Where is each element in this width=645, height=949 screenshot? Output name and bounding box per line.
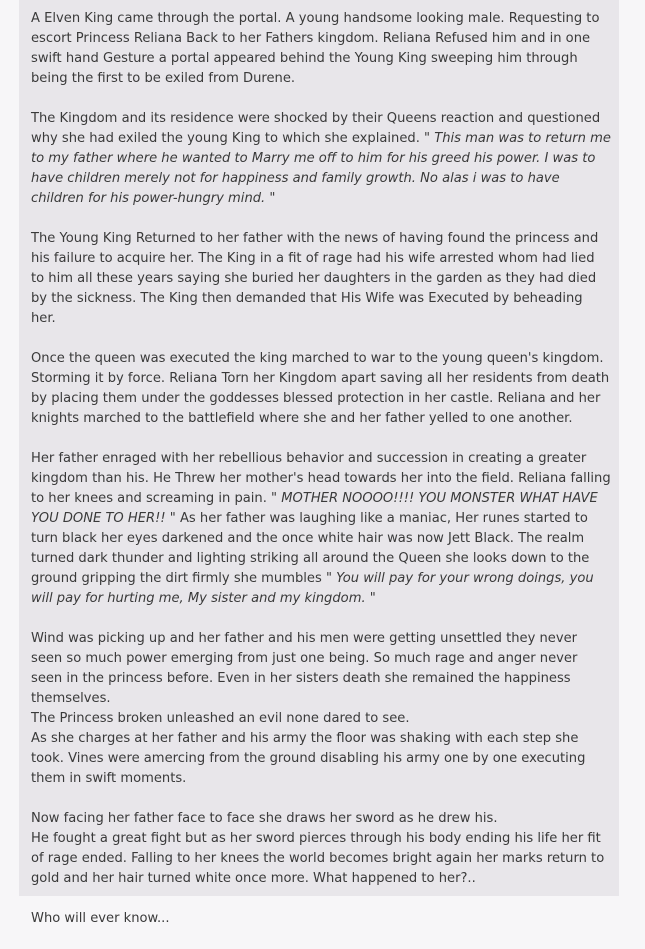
paragraph-6 [31,629,611,789]
paragraph-7-line-1: Now facing her father face to face she draws her sword as he drew his. [31,811,498,826]
paragraph-2 [31,109,611,209]
paragraph-5-quote-2: " You will pay for your wrong doings, you will pay for hurting me, My sister and my kingdom. " [31,571,594,606]
paragraph-7-line-2: He fought a great fight but as her sword pierces through his body ending his life her fit of rage ended. Falling to her knees the world becomes bright again her marks return to gold and her hair turned white once more. What happened to her?.. [31,831,605,886]
paragraph-5 [31,449,611,609]
paragraph-3-text: The Young King Returned to her father with the news of having found the princess and his failure to acquire her. The King in a fit of rage had his wife arrested whom had lied to him all these years saying she buried her daughters in the garden as they had died by the sickness. The King then demanded that His Wife was Executed by beheading her. [31,231,599,326]
paragraph-5-text-b: As her father was laughing like a maniac, Her runes started to turn black her eyes darkened and the once white hair was now Jett Black. The realm turned dark thunder and lighting striking all around the Queen she looks down to the ground gripping the dirt firmly she mumbles [31,511,590,586]
paragraph-4-text: Once the queen was executed the king marched to war to the young queen's kingdom. Storming it by force. Reliana Torn her Kingdom apart saving all her residents from death by placing them under the goddesses blessed protection in her castle. Reliana and her knights marched to the battlefield where she and her father yelled to one another. [31,351,610,426]
paragraph-2-text: The Kingdom and its residence were shocked by their Queens reaction and questioned why she had exiled the young King to which she explained. [31,111,601,146]
paragraph-4 [31,349,611,429]
story-text [31,9,611,949]
paragraph-6-line-1: Wind was picking up and her father and his men were getting unsettled they never seen so much power emerging from just one being. So much rage and anger never seen in the princess before. Even in her sisters death she remained the happiness themselves. [31,631,578,706]
paragraph-8-text: Who will ever know... [31,911,170,926]
paragraph-1-text: A Elven King came through the portal. A young handsome looking male. Requesting to escort Princess Reliana Back to her Fathers kingdom. Reliana Refused him and in one swift hand Gesture a portal appeared behind the Young King sweeping him through being the first to be exiled from Durene. [31,11,600,86]
paragraph-1 [31,9,611,89]
paragraph-3 [31,229,611,329]
paragraph-5-quote-1: " MOTHER NOOOO!!!! YOU MONSTER WHAT HAVE YOU DONE TO HER!! " [31,491,598,526]
paragraph-7 [31,809,611,889]
paragraph-6-line-3: As she charges at her father and his army the floor was shaking with each step she took. Vines were amercing from the ground disabling his army one by one executing them in swift moments. [31,731,586,786]
paragraph-2-quote: " This man was to return me to my father where he wanted to Marry me off to him for his greed his power. I was to have children merely not for happiness and family growth. No alas i was to have children for his power-hungry mind. " [31,131,611,206]
paragraph-5-text-a: Her father enraged with her rebellious behavior and succession in creating a greater kingdom than his. He Threw her mother's head towards her into the field. Reliana falling to her knees and screaming in pain. [31,451,611,506]
paragraph-8 [31,909,611,929]
paragraph-6-line-2: The Princess broken unleashed an evil none dared to see. [31,711,410,726]
